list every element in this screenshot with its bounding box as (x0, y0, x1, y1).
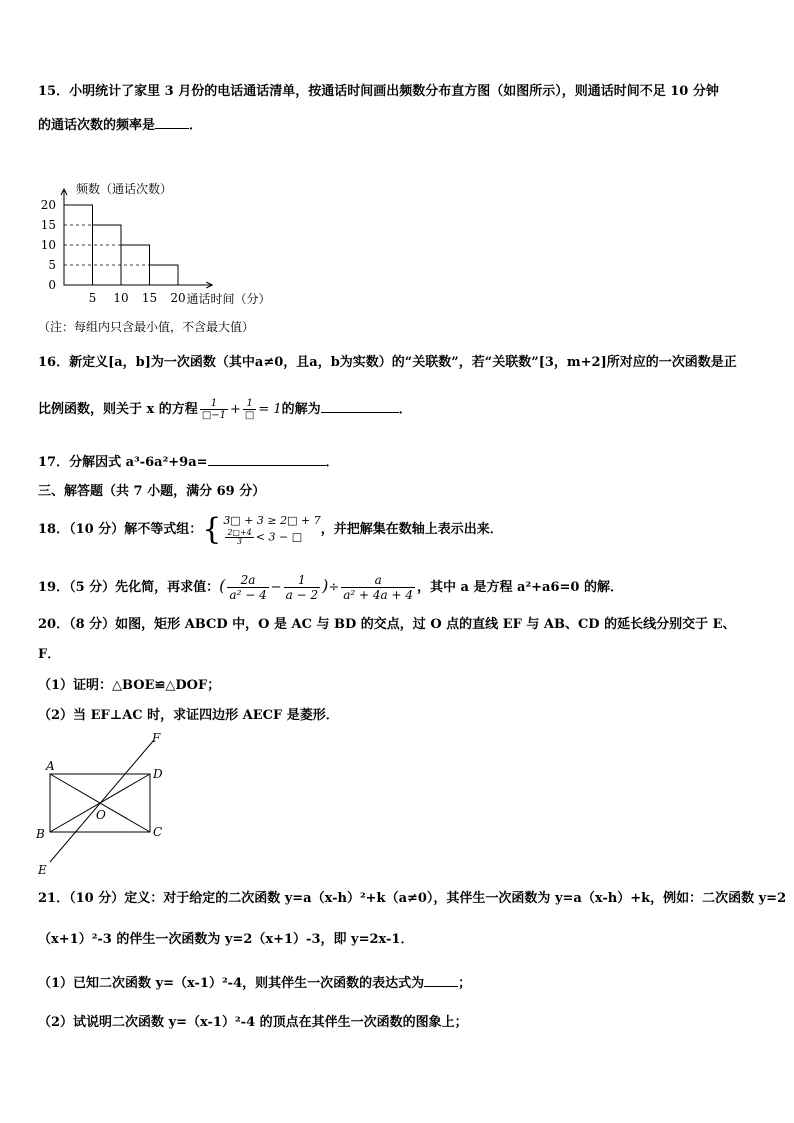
q19-post: ，其中 a 是方程 a²+a6=0 的解． (417, 580, 623, 595)
q16-fraction-1 (200, 398, 228, 421)
q19-line: 19．（5 分）先化简，再求值：( $\frac{2a}{\text{a² − 4}}$ − $\frac{1}{a - 2}$ )÷ $\frac{a}{\text{a² + 4a + 4}}$ ，其中 a 是方程 a²+a6=0 的解． (38, 573, 623, 602)
q15-line2-pre: 的通话次数的频率是 (38, 118, 156, 133)
q15-line2 (38, 115, 202, 135)
y-tick-label: 20 (40, 198, 56, 212)
inequality-2 (223, 529, 320, 546)
section-heading: 三、解答题（共 7 小题，满分 69 分） (38, 484, 266, 499)
answer-blank (321, 399, 399, 413)
q17-post: ． (325, 455, 339, 470)
histogram-chart (30, 145, 330, 345)
q16-line2-mid: 的解为 (281, 402, 321, 417)
q20-sub2: （2）当 EF⊥AC 时，求证四边形 AECF 是菱形． (38, 708, 339, 723)
q21-sub1-post: ； (458, 976, 472, 991)
answer-blank (208, 452, 326, 466)
q21-line2: （x+1）²-3 的伴生一次函数为 y=2（x+1）-3，即 y=2x-1． (38, 932, 414, 947)
q16-line2 (38, 398, 412, 421)
label-d: D (153, 767, 163, 781)
q19-pre: 19．（5 分）先化简，再求值： (38, 580, 220, 595)
minus-sign: − (270, 580, 282, 595)
label-o: O (96, 808, 106, 822)
label-b: B (36, 827, 45, 841)
y-tick-label: 10 (40, 238, 56, 252)
q20-line1: 20．（8 分）如图，矩形 ABCD 中，O 是 AC 与 BD 的交点，过 O 点的直线 EF 与 AB、CD 的延长线分别交于 E、 (38, 617, 736, 632)
answer-blank (155, 115, 189, 129)
label-a: A (46, 759, 55, 773)
q19-fraction-3 (341, 573, 415, 602)
y-tick-label: 5 (48, 258, 56, 272)
x-axis-title: 通话时间（分） (186, 292, 271, 306)
q21-sub2: （2）试说明二次函数 y=（x-1）²-4 的顶点在其伴生一次函数的图象上； (38, 1015, 468, 1030)
inequality-1: 3□ + 3 ≥ 2□ + 7 (223, 514, 321, 527)
y-axis-title: 频数（通话次数） (76, 182, 173, 196)
x-tick-label: 10 (113, 291, 129, 305)
label-f: F (152, 731, 161, 745)
histogram-bar (150, 265, 179, 285)
frac-num: 1 (243, 398, 256, 410)
q15-line2-post: ． (189, 118, 203, 133)
q18-line (38, 510, 503, 550)
y-tick-label: 15 (40, 218, 56, 232)
frac-num: a (341, 573, 415, 588)
q21-line1: 21．（10 分）定义：对于给定的二次函数 y=a（x-h）²+k（a≠0），其伴生一次函数为 y=a（x-h）+k，例如：二次函数 y=2 (38, 891, 787, 906)
label-e: E (38, 863, 47, 877)
q21-sub1-pre: （1）已知二次函数 y=（x-1）²-4，则其伴生一次函数的表达式为 (38, 976, 425, 991)
x-tick-label: 15 (141, 291, 158, 305)
frac-den: a² − 4 (229, 588, 267, 602)
frac-num: 1 (284, 573, 320, 588)
x-tick-label: 5 (88, 291, 97, 305)
label-c: C (153, 825, 163, 839)
frac-den: □ (244, 410, 255, 421)
frac-den: a − 2 (285, 588, 319, 602)
q21-sub1 (38, 973, 471, 993)
q15-line1: 15．小明统计了家里 3 月份的电话通话清单，按通话时间画出频数分布直方图（如图所示），则通话时间不足 10 分钟 (38, 84, 719, 99)
q17-line (38, 452, 339, 472)
q17-pre: 17．分解因式 a³-6a²+9a= (38, 455, 208, 470)
q16-fraction-2 (243, 398, 256, 421)
frac-den: 3 (236, 537, 243, 546)
q16-line1: 16．新定义[a，b]为一次函数（其中a≠0，且a，b为实数）的“关联数”，若“关联数”[3，m+2]所对应的一次函数是正 (38, 355, 737, 370)
q16-line2-post: ． (398, 402, 412, 417)
q19-fraction-1 (227, 573, 268, 602)
divide-sign: ÷ (328, 580, 340, 595)
answer-blank (424, 973, 458, 987)
q18-fraction (225, 529, 253, 546)
inequality-system (223, 513, 320, 546)
rectangle-figure (30, 730, 170, 880)
frac-num: 2a (227, 573, 268, 588)
q20-line2: F． (38, 647, 61, 662)
q18-pre: 18．（10 分）解不等式组： (38, 522, 203, 537)
q18-post: ，并把解集在数轴上表示出来． (320, 522, 503, 537)
x-tick-label: 20 (170, 291, 186, 305)
system-brace: { (202, 511, 222, 547)
frac-num: 1 (200, 398, 228, 410)
plus-sign: + (230, 402, 241, 417)
q16-line2-pre: 比例函数，则关于 x 的方程 (38, 402, 198, 417)
frac-den: □−1 (201, 410, 227, 421)
inequality-2-rest: < 3 − □ (255, 530, 303, 544)
q20-sub1: （1）证明：△BOE≌△DOF； (38, 678, 221, 693)
equals-one: = 1 (258, 402, 282, 417)
histogram-bar (93, 225, 122, 285)
y-tick-label: 0 (48, 278, 56, 292)
histogram-note: （注：每组内只含最小值，不含最大值） (38, 320, 255, 334)
q19-fraction-2 (284, 573, 320, 602)
line-ef (50, 740, 154, 862)
frac-num: 2□+4 (227, 528, 252, 537)
frac-den: a² + 4a + 4 (343, 588, 414, 602)
